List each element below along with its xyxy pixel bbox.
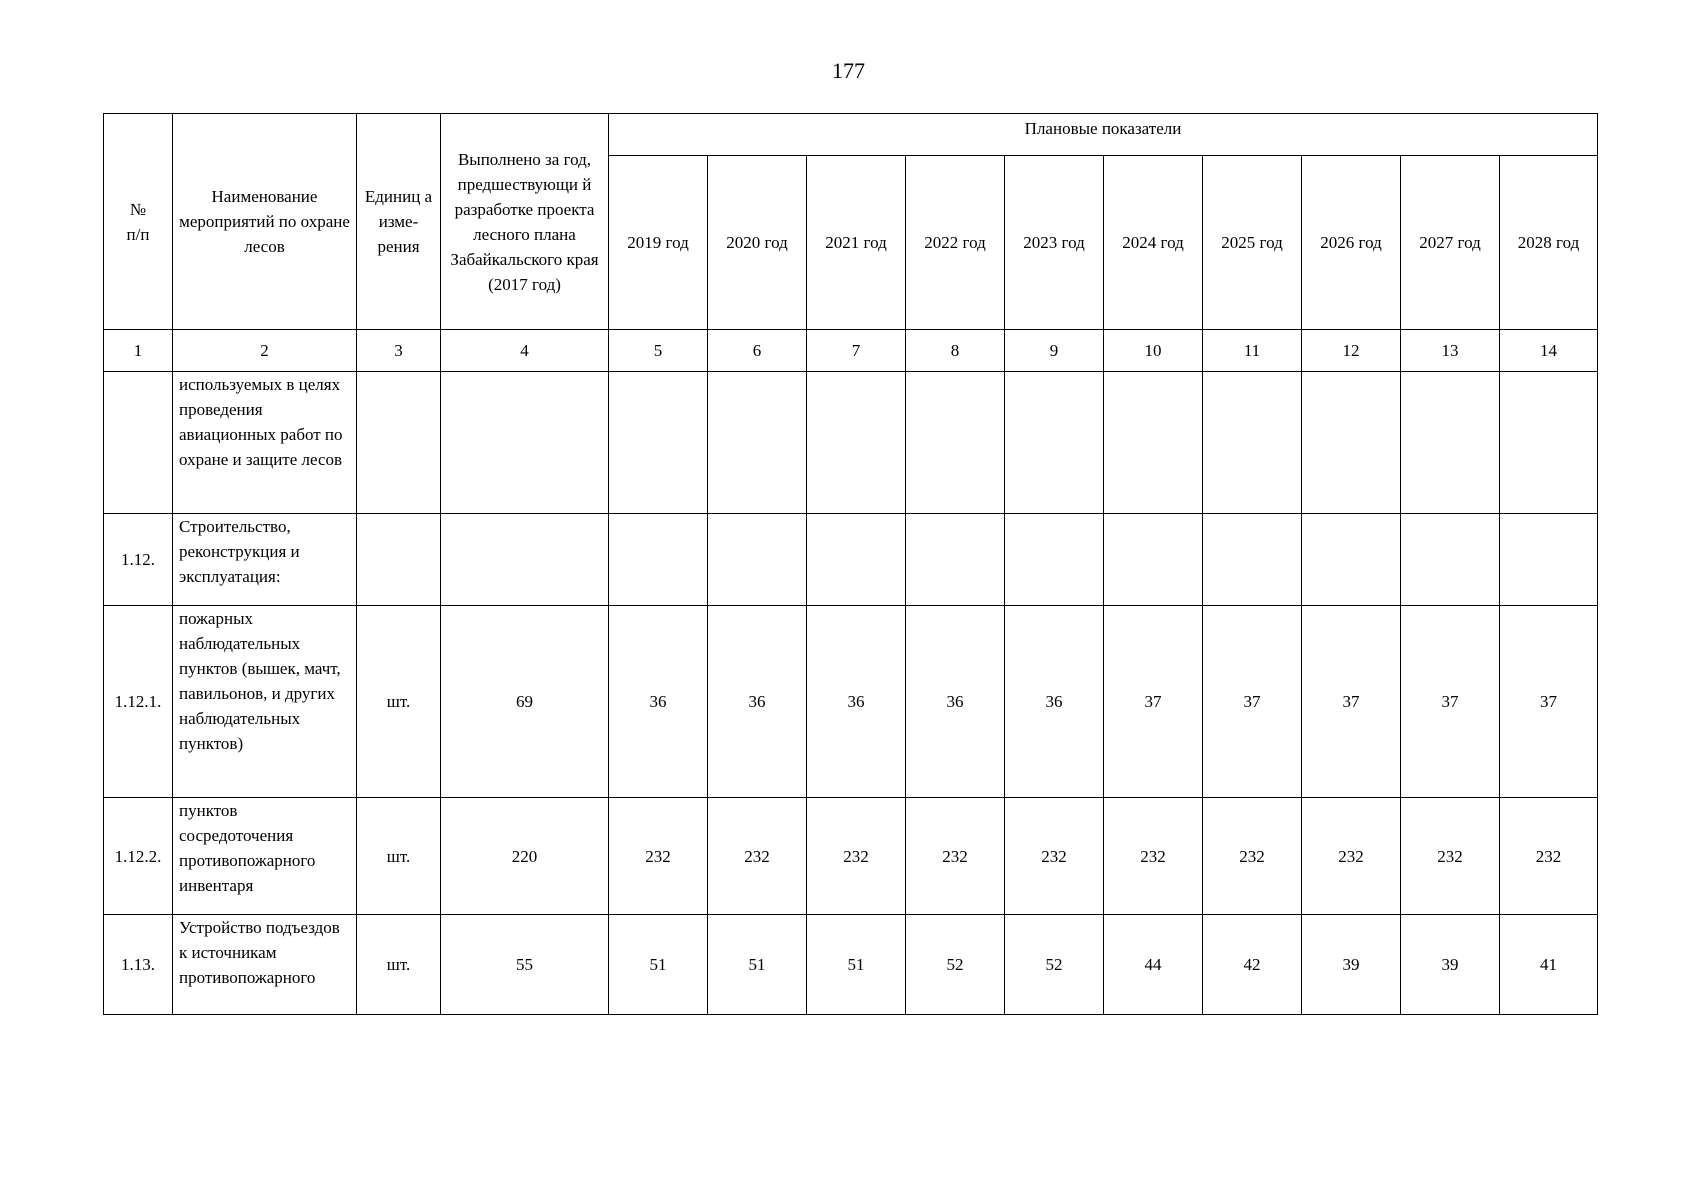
column-number: 13	[1401, 330, 1500, 372]
header-year: 2021 год	[807, 156, 906, 330]
header-row-top	[104, 114, 1598, 156]
row-value: 232	[1500, 798, 1598, 915]
row-value: 51	[708, 915, 807, 1015]
row-name: используемых в целях проведения авиационных работ по охране и защите лесов	[173, 372, 357, 514]
header-year: 2024 год	[1104, 156, 1203, 330]
row-value	[1203, 514, 1302, 606]
header-year: 2022 год	[906, 156, 1005, 330]
header-col-num: № п/п	[104, 114, 173, 330]
row-unit: шт.	[357, 606, 441, 798]
row-value: 36	[1005, 606, 1104, 798]
row-value: 232	[1104, 798, 1203, 915]
row-value: 232	[1401, 798, 1500, 915]
header-year: 2027 год	[1401, 156, 1500, 330]
row-value: 36	[708, 606, 807, 798]
row-value	[1005, 514, 1104, 606]
row-num: 1.12.	[104, 514, 173, 606]
row-name: Устройство подъездов к источникам противопожарного	[173, 915, 357, 1015]
row-value: 232	[1203, 798, 1302, 915]
header-year: 2020 год	[708, 156, 807, 330]
row-num: 1.12.2.	[104, 798, 173, 915]
row-value: 232	[1302, 798, 1401, 915]
column-number: 14	[1500, 330, 1598, 372]
table-row	[104, 372, 1598, 514]
column-number: 7	[807, 330, 906, 372]
row-value: 232	[906, 798, 1005, 915]
table-row	[104, 606, 1598, 798]
table-row	[104, 514, 1598, 606]
column-number: 11	[1203, 330, 1302, 372]
row-value	[906, 372, 1005, 514]
column-number: 6	[708, 330, 807, 372]
row-done	[441, 514, 609, 606]
row-value: 41	[1500, 915, 1598, 1015]
row-value: 44	[1104, 915, 1203, 1015]
row-name: Строительство, реконструкция и эксплуатация:	[173, 514, 357, 606]
header-year: 2019 год	[609, 156, 708, 330]
row-value: 37	[1302, 606, 1401, 798]
page-number: 177	[832, 58, 865, 83]
column-number: 8	[906, 330, 1005, 372]
header-col-name: Наименование мероприятий по охране лесов	[173, 114, 357, 330]
row-done: 220	[441, 798, 609, 915]
row-value: 232	[807, 798, 906, 915]
row-value: 52	[906, 915, 1005, 1015]
row-done: 55	[441, 915, 609, 1015]
row-value: 37	[1203, 606, 1302, 798]
row-value: 39	[1302, 915, 1401, 1015]
row-value	[609, 514, 708, 606]
row-num	[104, 372, 173, 514]
row-value: 36	[807, 606, 906, 798]
row-value	[1203, 372, 1302, 514]
column-number: 3	[357, 330, 441, 372]
column-number: 9	[1005, 330, 1104, 372]
row-value	[1302, 514, 1401, 606]
row-value	[609, 372, 708, 514]
row-done	[441, 372, 609, 514]
row-value	[708, 514, 807, 606]
row-value: 232	[609, 798, 708, 915]
column-number: 5	[609, 330, 708, 372]
column-number: 2	[173, 330, 357, 372]
row-value	[807, 372, 906, 514]
row-value	[1500, 372, 1598, 514]
row-name: пожарных наблюдательных пунктов (вышек, мачт, павильонов, и других наблюдательных пунктов)	[173, 606, 357, 798]
forest-protection-table	[103, 113, 1598, 1015]
column-number: 4	[441, 330, 609, 372]
table-row	[104, 798, 1598, 915]
row-value	[1401, 372, 1500, 514]
row-value: 36	[609, 606, 708, 798]
row-value: 36	[906, 606, 1005, 798]
row-num: 1.13.	[104, 915, 173, 1015]
row-value	[1500, 514, 1598, 606]
row-value	[1104, 372, 1203, 514]
header-col-unit: Единиц а изме-рения	[357, 114, 441, 330]
header-year: 2023 год	[1005, 156, 1104, 330]
header-year: 2028 год	[1500, 156, 1598, 330]
table-row	[104, 915, 1598, 1015]
row-value: 51	[609, 915, 708, 1015]
row-value	[906, 514, 1005, 606]
column-number: 10	[1104, 330, 1203, 372]
header-plan-title: Плановые показатели	[609, 114, 1598, 156]
row-unit	[357, 372, 441, 514]
row-value	[708, 372, 807, 514]
row-value	[807, 514, 906, 606]
row-unit: шт.	[357, 915, 441, 1015]
row-value	[1104, 514, 1203, 606]
column-number: 12	[1302, 330, 1401, 372]
row-value: 37	[1401, 606, 1500, 798]
row-value: 39	[1401, 915, 1500, 1015]
row-value	[1302, 372, 1401, 514]
row-name: пунктов сосредоточения противопожарного инвентаря	[173, 798, 357, 915]
row-num: 1.12.1.	[104, 606, 173, 798]
row-value	[1401, 514, 1500, 606]
row-value: 232	[708, 798, 807, 915]
column-number: 1	[104, 330, 173, 372]
row-value: 51	[807, 915, 906, 1015]
header-year: 2025 год	[1203, 156, 1302, 330]
row-done: 69	[441, 606, 609, 798]
row-value: 232	[1005, 798, 1104, 915]
row-value: 42	[1203, 915, 1302, 1015]
row-unit: шт.	[357, 798, 441, 915]
row-value: 37	[1500, 606, 1598, 798]
header-col-done: Выполнено за год, предшествующи й разработке проекта лесного плана Забайкальского края (2017 год)	[441, 114, 609, 330]
row-unit	[357, 514, 441, 606]
column-number-row	[104, 330, 1598, 372]
row-value: 52	[1005, 915, 1104, 1015]
row-value: 37	[1104, 606, 1203, 798]
row-value	[1005, 372, 1104, 514]
header-year: 2026 год	[1302, 156, 1401, 330]
